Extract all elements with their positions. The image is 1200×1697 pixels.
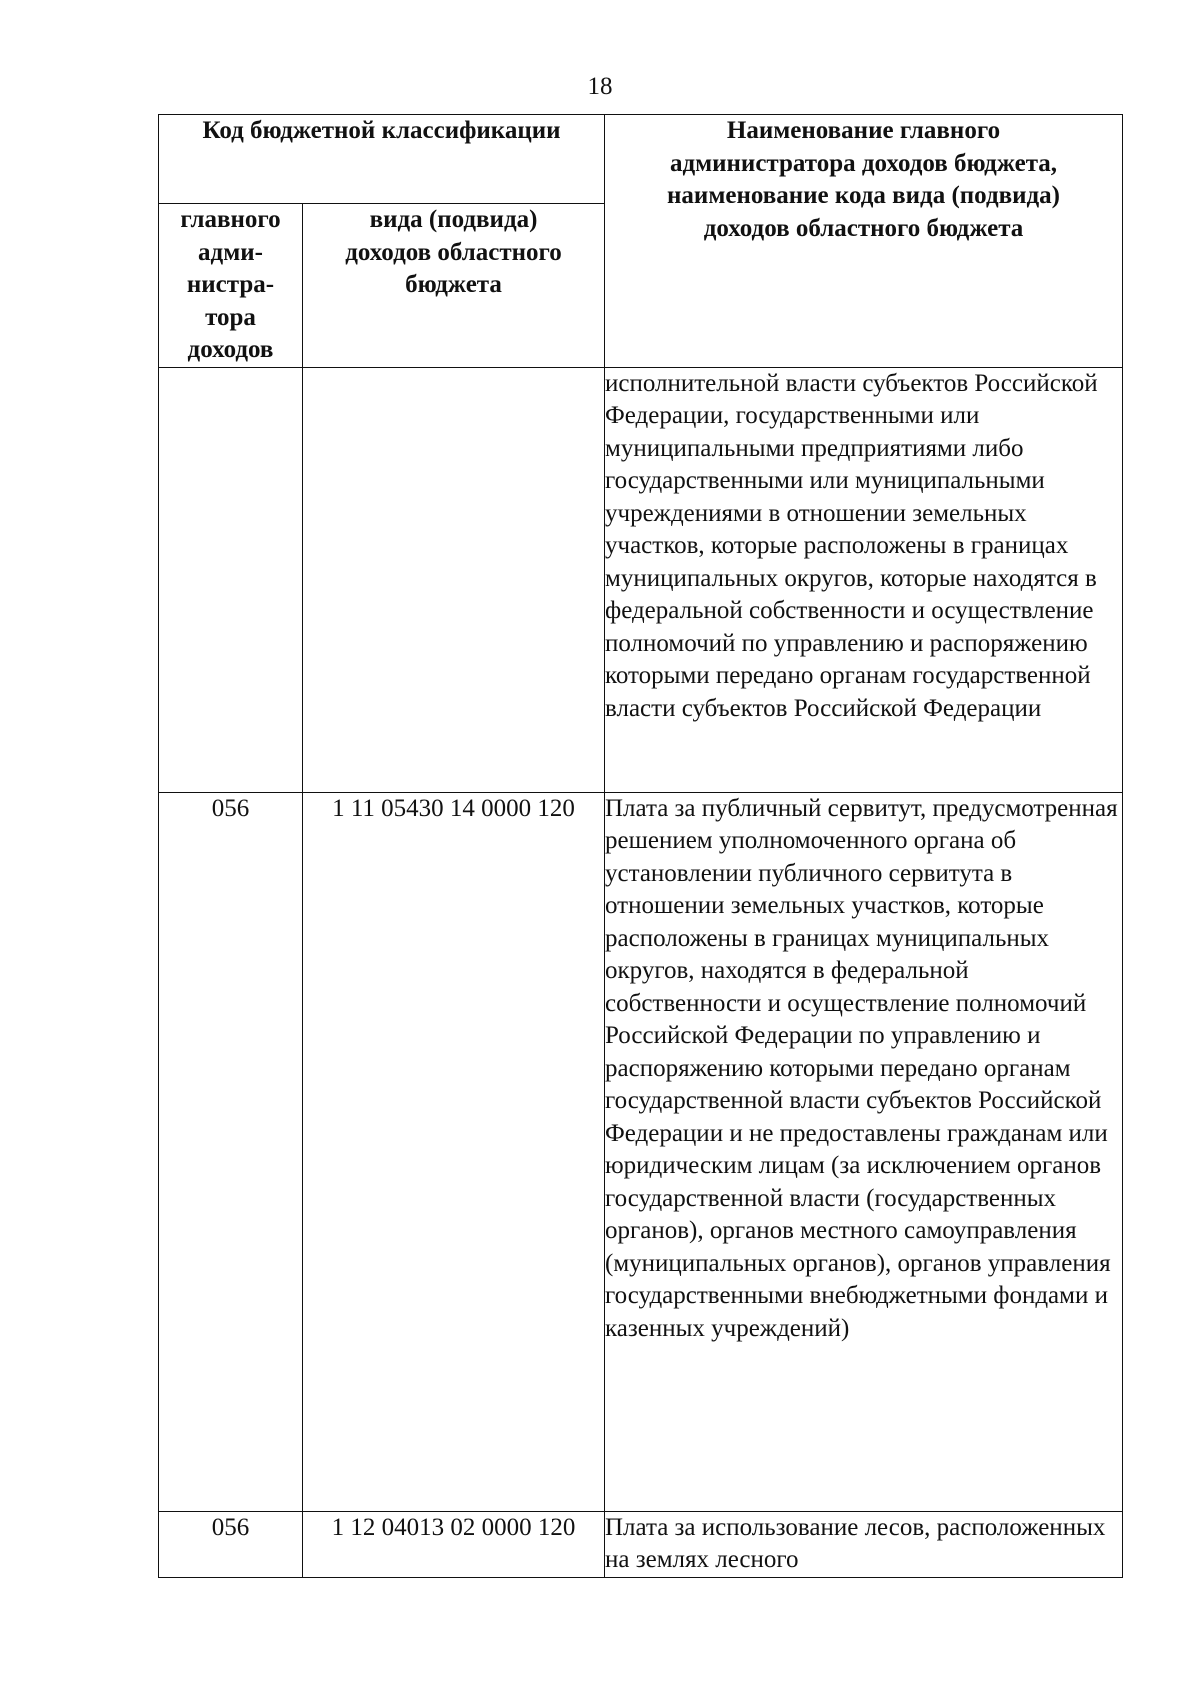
header-admin-line: доходов (187, 336, 274, 363)
income-kind-code-cell: 1 12 04013 02 0000 120 (303, 1511, 605, 1577)
header-kind-line: доходов областного (345, 238, 562, 266)
description-cell: исполнительной власти субъектов Российской Федерации, государственными или муниципальными предприятиями либо государственными или муниципальными учреждениями в отношении земельных участков, которые расположены в границах муниципальных округов, которые находятся в федеральной собственности и осуществление полномочий по управлению и распоряжению которыми передано органам государственной власти субъектов Российской Федерации (605, 367, 1123, 792)
table-row (159, 367, 1123, 792)
header-income-kind (303, 204, 605, 368)
header-main-administrator (159, 204, 303, 368)
admin-code-cell: 056 (159, 792, 303, 1511)
budget-classification-table (158, 114, 1123, 1578)
header-admin-line: тора (205, 303, 256, 331)
description-cell: Плата за использование лесов, расположенных на землях лесного (605, 1511, 1123, 1577)
header-name-line: Наименование главного (726, 117, 1001, 144)
description-cell: Плата за публичный сервитут, предусмотренная решением уполномоченного органа об установлении публичного сервитута в отношении земельных участков, которые расположены в границах муниципальных округов, находятся в федеральной собственности и осуществление полномочий Российской Федерации по управлению и распоряжению которыми передано органам государственной власти субъектов Российской Федерации и не предоставлены гражданам или юридическим лицам (за исключением органов государственной власти (государственных органов), органов местного самоуправления (муниципальных органов), органов управления государственными внебюджетными фондами и казенных учреждений) (605, 792, 1123, 1511)
header-budget-classification-code: Код бюджетной классификации (159, 115, 605, 204)
header-kind-line: бюджета (405, 271, 502, 298)
header-admin-line: адми- (198, 238, 263, 266)
income-kind-code-cell (303, 367, 605, 792)
income-kind-code-cell: 1 11 05430 14 0000 120 (303, 792, 605, 1511)
table-row (159, 1511, 1123, 1577)
header-admin-line: нистра- (186, 271, 275, 298)
header-name-line: администратора доходов бюджета, (669, 149, 1058, 177)
header-administrator-name (605, 115, 1123, 368)
header-name-line: доходов областного бюджета (703, 214, 1024, 242)
header-kind-line: вида (подвида) (369, 206, 538, 233)
admin-code-cell: 056 (159, 1511, 303, 1577)
header-name-line: наименование кода вида (подвида) (667, 182, 1060, 209)
page-number: 18 (587, 73, 613, 100)
admin-code-cell (159, 367, 303, 792)
header-admin-line: главного (180, 206, 281, 233)
table-row (159, 792, 1123, 1511)
